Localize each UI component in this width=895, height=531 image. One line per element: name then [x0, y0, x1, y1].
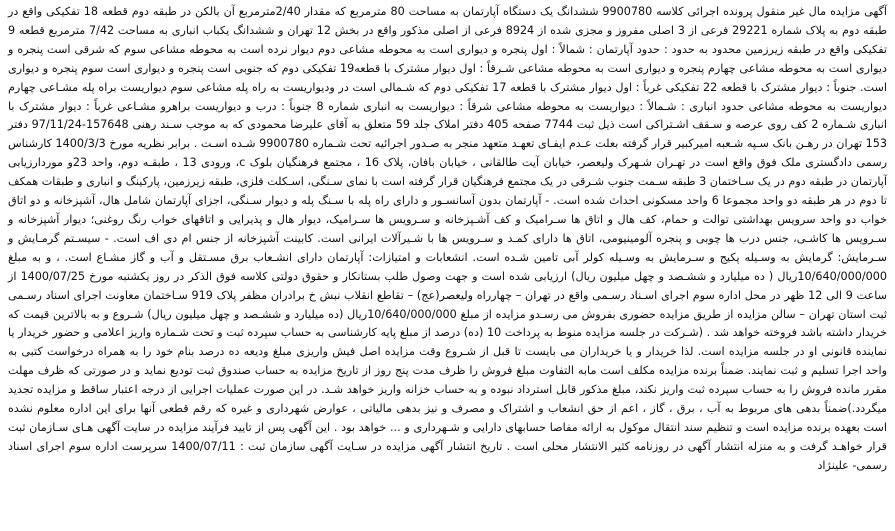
notice-body: آگهی مزایده مال غیر منقول پرونده اجرائی کلاسه 9900780 ششدانگ یک دستگاه آپارتمان به مساحت 80 مترمربع که مقدار 2/40مترمربع آن بالکن در طبقه دوم قطعه 18 تفکیکی واقع در طبقه دوم به پلاک شماره 29221 فرعی از 3 اصلی مفروز و مجزی شده از 8924 فرعی از اصلی مذکور واقع در بخش 12 تهران و ششدانگ یکباب انباری به مساحت 7/42 مترمربع قطعه 9 تفکیکی واقع در طبقه زیرزمین محدود به حدود : حدود آپارتمان : شمالاً : اول پنجره و دیواری است به محوطه مشاعی دوم دیوار نرده است به محوطه مشاعی سوم که شرقی است پنجره و دیواری است به محوطه مشاعی چهارم پنجره و دیواری است به محوطه مشاعی شـرقاً : اول دیوار مشترک با قطعه19 تفکیکی دوم که جنوبی است پنجره و دیواری است سوم پنجره و دیواری است. جنوباً : دیوار مشترک با قطعه 22 تفکیکی غرباً : اول دیوار مشترک با قطعه 17 تفکیکی دوم که شـمالی است در ودیواریست به راه پله مشاعی سوم دیواریست براه پله مشـاعی چهارم دیواریست به محوطه مشاعی حدود انباری : شـمالاً : دیواریست به محوطه مشاعی شرقاً : دیواریست به انباری شماره 8 جنوباً : درب و دیواریست براهرو مشـاعی غرباً : دیوار مشترک با انباری شـماره 2 کف روی عرصه و سـقف اشـتراکی است ذیل ثبت 7744 صفحه 405 دفتر املاک جلد 59 متعلق به آقای علیرضا محمودی که به موجب سـند رهنی 157648-97/11/24 دفتر 153 تهران در رهـن بانک سـپه شـعبه امیرکبیر قرار گرفته بعلت عـدم ایفـای تعهـد متعهد منجر به صـدور اجرائیه تحت شـماره 9900780 شـده اسـت . برابر نظریه مورخ 1400/3/3 کارشناس رسمی دادگستری ملک فوق واقع است در تهـران شـهرک ولیعصر، خیابان آیت طالقانی ، خیابان بافان، پلاک 16 ، مجتمع فرهنگیان بلوک c، ورودی 13 ، طبقـه دوم، واحد 23و موردارزیابی آپارتمان در طبقه دوم در یک سـاختمان 3 طبقه سـمت جنوب شـرقی در یک مجتمع فرهنگیان قرار گرفته است با نمای سـنگی، اسـکلت فلزی، طبقه زیرزمین، پارکینگ و انباری و طبقات همکف تا دوم در هر طبقه دو واحد مجموعا 6 واحد مسکونی احداث شده است. - آپارتمان بدون آسانسـور و دارای راه پله با سـنگ پله و دیوار سـنگی، اجزای آپارتمان شامل هال، آشپزخانه و دو اتاق خواب دو واحد سرویس بهداشتی توالت و حمام، کف هال و اتاق ها سـرامیک و کف آشـپزخانه و سـرویس ها سـرامیک، دیوار هال و پذیرایی و اتاقهای خواب رنگ روغنی؛ دیوار آشپزخانه و سـرویس ها کاشـی، جنس درب ها چوبی و پنجره آلومینیومی، اتاق ها دارای کمـد و سـرویس ها با شـیرآلات ایرانی است. کابینت آشپزخانه از جنس ام دی اف است. - سیسـتم گرمـایش و سـرمایش: گرمایش به وسـیله پکیج و سـرمایش به وسـیله کولر آبی تامین شـده است. انشعابات و امتیازات: آپارتمان دارای انشـعاب برق مسـتقل و آب و گاز مشـاع است. ، و به مبلغ 10/640/000/000ریال ( ده میلیارد و ششـصد و چهل میلیون ریال) ارزیابی شده است و جهت وصول طلب بستانکار و حقوق دولتی کلاسه فوق الذکر در روز یکشنبه مورخ 1400/07/25 از ساعت 9 الی 12 ظهر در محل اداره سوم اجرای اسـناد رسـمی واقع در تهران – چهارراه ولیعصر(عج) – تقاطع انقلاب نبش خ برادران مظفر پلاک 919 سـاختمان معاونت اجرای اسناد رسـمی ثبت استان تهران – سالن مزایده از طریق مزایده حضوری بفروش می رسـدو مزایده از مبلغ 10/640/000/000ریال (ده میلیارد و ششـصد و چهل میلیون ریال) شـروع و به بالاترین قیمت که خریدار داشته باشد فروخته خواهد شد . (شـرکت در جلسه مزایده منوط به پرداخت 10 (ده) درصد از مبلغ پایه کارشناسی به حساب سپرده ثبت و تحت شـماره واریز اعلامی و حضور خریدار یا نماینده قانونی او در جلسه مزایده است. لذا خریدار و یا خریداران می بایست تا قبل از شـروع وقت مزایده اصل فیش واریزی مبلغ ودیعه ده درصد بنام خود را به همراه درخواست کتبی به واحد اجرا تسلیم و ثبت نمایند. ضمناً برنده مزایده مکلف است مابه التفاوت مبلغ فروش را ظرف مدت پنج روز از تاریخ مزایده به حساب صندوق ثبت تودیع نماید و در صورتی که ظرف مهلت مقرر مانده فروش را به حساب سپرده ثبت واریز نکند، مبلغ مذکور قابل استرداد نبوده و به حساب خزانه واریز خواهد شـد. در این صورت عملیات اجرایی از درجه اعتبار ساقط و مزایده تجدید میگردد.)ضمناً بدهی های مربوط به آب ، برق ، گاز ، اعم از حق انشعاب و اشتراک و مصرف و نیز بدهی مالیاتی ، عوارض شهرداری و غیره که رقم قطعی آنها برای این اداره معلوم نشده است بعهده برنده مزایده است و تنظیم سند انتقال موکول به ارائه مفاصا حسابهای دارایی و شـهرداری و ... خواهد بود . این آگهی پس از تایید فرآیند مزایده در سایت آگهی هـای سـازمان ثبت قرار خواهـد گرفت و به منزله انتشار آگهی در روزنامه کثیر الانتشار محلی است . تاریخ انتشار آگهی مزایده در سـایت آگهی سازمان ثبت : 1400/07/11 سرپرست اداره سوم اجرای اسناد رسمی- علینژاد	[8, 5, 888, 472]
